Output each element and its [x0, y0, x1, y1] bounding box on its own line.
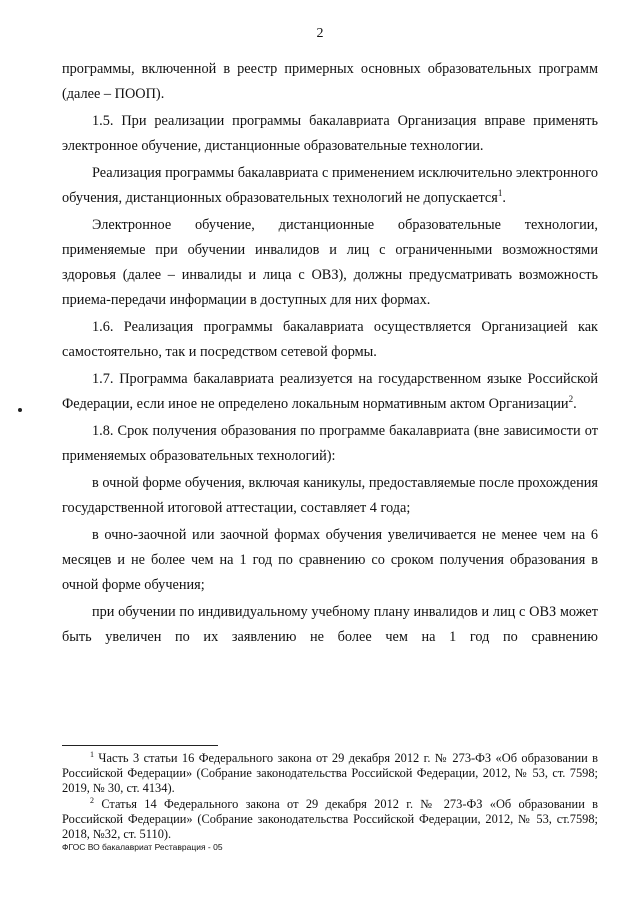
paragraph-1-5 — [62, 109, 598, 159]
paragraph-1-8 — [62, 419, 598, 469]
paragraph-continuation — [62, 57, 598, 107]
paragraph-text: в очной форме обучения, включая каникулы, предоставляемые после прохождения государственной итоговой аттестации, составляет 4 года; — [62, 475, 598, 516]
page-number: 2 — [316, 26, 324, 41]
paragraph-text: Реализация программы бакалавриата с применением исключительно электронного обучения, дистанционных образовательных технологий не допускается — [62, 165, 598, 206]
footnotes — [62, 751, 598, 842]
footnote-separator — [62, 745, 218, 746]
paragraph-individual-plan — [62, 600, 598, 650]
body-text — [62, 57, 598, 652]
paragraph-text: программы, включенной в реестр примерных основных образовательных программ (далее – ПООП). — [62, 61, 598, 102]
paragraph-text: в очно-заочной или заочной формах обучения увеличивается не менее чем на 6 месяцев и не более чем на 1 год по сравнению со сроком получения образования в очной форме обучения; — [62, 527, 598, 593]
footnote-marker: 2 — [90, 795, 94, 805]
paragraph-ovz — [62, 213, 598, 313]
paragraph-text: при обучении по индивидуальному учебному плану инвалидов и лиц с ОВЗ может быть увеличен по их заявлению не более чем на 1 год по сравнению — [62, 604, 598, 645]
paragraph-tail: . — [573, 396, 577, 412]
paragraph-text: 1.7. Программа бакалавриата реализуется на государственном языке Российской Федерации, если иное не определено локальным нормативным актом Организации — [62, 371, 598, 412]
paragraph-full-time — [62, 471, 598, 521]
footnote-marker: 1 — [90, 749, 94, 759]
margin-dot — [18, 408, 22, 412]
paragraph-1-6 — [62, 315, 598, 365]
paragraph-distance-learning — [62, 161, 598, 211]
paragraph-1-7 — [62, 367, 598, 417]
paragraph-text: Электронное обучение, дистанционные образовательные технологии, применяемые при обучении инвалидов и лиц с ограниченными возможностями здоровья (далее – инвалиды и лица с ОВЗ), должны предусматривать возможность приема-передачи информации в доступных для них формах. — [62, 217, 598, 308]
footnote-text: Часть 3 статьи 16 Федерального закона от 29 декабря 2012 г. № 273-ФЗ «Об образовании в Российской Федерации» (Собрание законодательства Российской Федерации, 2012, № 53, ст. 7598; 2019, № 30, ст. 4134). — [62, 751, 598, 796]
footnote-2 — [62, 797, 598, 843]
paragraph-text: 1.5. При реализации программы бакалавриата Организация вправе применять электронное обучение, дистанционные образовательные технологии. — [62, 113, 598, 154]
paragraph-part-time — [62, 523, 598, 598]
paragraph-text: 1.6. Реализация программы бакалавриата осуществляется Организацией как самостоятельно, так и посредством сетевой формы. — [62, 319, 598, 360]
footnote-1 — [62, 751, 598, 797]
footnote-text: Статья 14 Федерального закона от 29 декабря 2012 г. № 273-ФЗ «Об образовании в Российской Федерации» (Собрание законодательства Российской Федерации, 2012, № 53, ст.7598; 2018, №32, ст. 5110). — [62, 796, 598, 842]
paragraph-text: 1.8. Срок получения образования по программе бакалавриата (вне зависимости от применяемых образовательных технологий): — [62, 423, 598, 464]
footnote-ref-2[interactable]: 2 — [568, 394, 574, 405]
paragraph-tail: . — [502, 190, 506, 206]
footnote-ref-1[interactable]: 1 — [497, 188, 503, 199]
document-marker: ФГОС ВО бакалавриат Реставрация - 05 — [62, 842, 223, 852]
